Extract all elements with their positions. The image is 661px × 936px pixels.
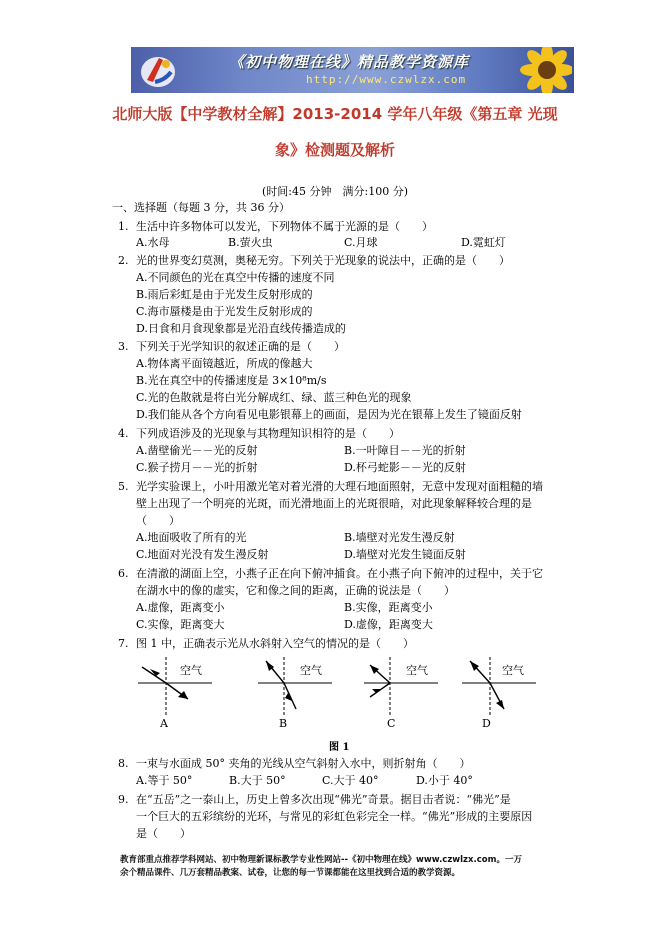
option-a: A.物体离平面镜越近，所成的像越大 bbox=[136, 357, 313, 370]
option-b: B.一叶障目－－光的折射 bbox=[344, 444, 466, 457]
page-footer bbox=[120, 854, 570, 880]
question-stem: 下列成语涉及的光现象与其物理知识相符的是（ ） bbox=[136, 427, 400, 440]
question-stem: 在清澈的湖面上空，小燕子正在向下俯冲捕食。在小燕子向下俯冲的过程中，关于它 bbox=[136, 567, 543, 580]
air-label: 空气 bbox=[502, 664, 524, 677]
option-d: D.霓虹灯 bbox=[461, 236, 506, 249]
option-a: A.凿壁偷光－－光的反射 bbox=[136, 444, 258, 457]
option-c: C.月球 bbox=[344, 236, 378, 249]
question-stem: 生活中许多物体可以发光，下列物体不属于光源的是（ ） bbox=[136, 220, 433, 233]
footer-line: 教育部重点推荐学科网站、初中物理新课标教学专业性网站--《初中物理在线》www.czwlzx.com。一万 bbox=[120, 855, 522, 865]
option-b: B.墙壁对光发生漫反射 bbox=[344, 531, 455, 544]
option-c: C.猴子捞月－－光的折射 bbox=[136, 461, 258, 474]
option-c: C.光的色散就是将白光分解成红、绿、蓝三种色光的现象 bbox=[136, 391, 412, 404]
question-number: 4. bbox=[118, 427, 129, 440]
question-stem: 光学实验课上，小叶用激光笔对着光滑的大理石地面照射，无意中发现对面粗糙的墙 bbox=[136, 480, 543, 493]
question-number: 8. bbox=[118, 757, 129, 770]
diagram-label-d: D bbox=[482, 717, 491, 730]
header-banner bbox=[131, 47, 574, 93]
option-b: B.光在真空中的传播速度是 3×10⁸m/s bbox=[136, 374, 327, 387]
question-stem: 图 1 中，正确表示光从水斜射入空气的情况的是（ ） bbox=[136, 637, 414, 650]
option-c: C.地面对光没有发生漫反射 bbox=[136, 548, 269, 561]
option-b: B.大于 50° bbox=[229, 774, 286, 787]
option-a: A.不同颜色的光在真空中传播的速度不同 bbox=[136, 271, 335, 284]
option-a: A.地面吸收了所有的光 bbox=[136, 531, 247, 544]
option-c: C.海市蜃楼是由于光发生反射形成的 bbox=[136, 305, 313, 318]
air-label: 空气 bbox=[300, 664, 322, 677]
option-d: D.我们能从各个方向看见电影银幕上的画面，是因为光在银幕上发生了镜面反射 bbox=[136, 408, 522, 421]
diagram-label-c: C bbox=[387, 717, 396, 730]
diagram-a bbox=[134, 655, 216, 725]
exam-meta: (时间:45 分钟 满分:100 分) bbox=[262, 185, 408, 198]
question-stem: 壁上出现了一个明亮的光斑，而光滑地面上的光斑很暗，对此现象解释较合理的是 bbox=[136, 497, 532, 510]
question-stem: 一个巨大的五彩缤纷的光环，与常见的彩虹色彩完全一样。“佛光”形成的主要原因 bbox=[136, 810, 533, 823]
diagram-label-a: A bbox=[160, 717, 168, 730]
question-number: 2. bbox=[118, 254, 129, 267]
document-title-line2: 象》检测题及解析 bbox=[274, 141, 395, 159]
section-heading: 一、选择题（每题 3 分，共 36 分） bbox=[112, 201, 290, 214]
diagram-c bbox=[360, 655, 442, 725]
question-number: 1. bbox=[118, 220, 129, 233]
banner-url[interactable]: http://www.czwlzx.com bbox=[306, 73, 467, 86]
option-a: A.等于 50° bbox=[136, 774, 193, 787]
option-c: C.大于 40° bbox=[322, 774, 379, 787]
option-d: D.虚像，距离变大 bbox=[344, 618, 433, 631]
diagram-d bbox=[458, 655, 540, 725]
option-d: D.墙壁对光发生镜面反射 bbox=[344, 548, 466, 561]
question-number: 5. bbox=[118, 480, 129, 493]
banner-title: 《初中物理在线》精品教学资源库 bbox=[229, 53, 470, 71]
option-d: D.日食和月食现象都是光沿直线传播造成的 bbox=[136, 322, 346, 335]
option-b: B.雨后彩虹是由于光发生反射形成的 bbox=[136, 288, 313, 301]
question-number: 3. bbox=[118, 340, 129, 353]
question-stem: 下列关于光学知识的叙述正确的是（ ） bbox=[136, 340, 345, 353]
option-a: A.虚像，距离变小 bbox=[136, 601, 225, 614]
figure-caption: 图 1 bbox=[329, 742, 350, 753]
diagram-label-b: B bbox=[279, 717, 288, 730]
option-b: B.实像，距离变小 bbox=[344, 601, 433, 614]
logo-icon bbox=[139, 50, 177, 90]
question-stem: （ ） bbox=[136, 514, 180, 527]
option-b: B.萤火虫 bbox=[228, 236, 273, 249]
air-label: 空气 bbox=[180, 664, 202, 677]
option-d: D.杯弓蛇影－－光的反射 bbox=[344, 461, 466, 474]
option-a: A.水母 bbox=[136, 236, 170, 249]
question-stem: 一束与水面成 50° 夹角的光线从空气斜射入水中，则折射角（ ） bbox=[136, 757, 471, 770]
air-label: 空气 bbox=[406, 664, 428, 677]
sunflower-icon bbox=[502, 47, 572, 93]
question-number: 6. bbox=[118, 567, 129, 580]
option-d: D.小于 40° bbox=[416, 774, 473, 787]
diagram-b bbox=[254, 655, 336, 725]
question-stem: 是（ ） bbox=[136, 827, 191, 840]
question-stem: 在湖水中的像的虚实，它和像之间的距离，正确的说法是（ ） bbox=[136, 584, 455, 597]
question-number: 9. bbox=[118, 793, 129, 806]
question-number: 7. bbox=[118, 637, 129, 650]
question-stem: 光的世界变幻莫测，奥秘无穷。下列关于光现象的说法中，正确的是（ ） bbox=[136, 254, 510, 267]
option-c: C.实像，距离变大 bbox=[136, 618, 225, 631]
footer-line: 余个精品课件、几万套精品教案、试卷，让您的每一节课都能在这里找到合适的教学资源。 bbox=[120, 868, 461, 878]
question-stem: 在“五岳”之一泰山上，历史上曾多次出现“佛光”奇景。据目击者说：“佛光”是 bbox=[136, 793, 511, 806]
document-title-line1: 北师大版【中学教材全解】2013-2014 学年八年级《第五章 光现 bbox=[112, 105, 558, 123]
